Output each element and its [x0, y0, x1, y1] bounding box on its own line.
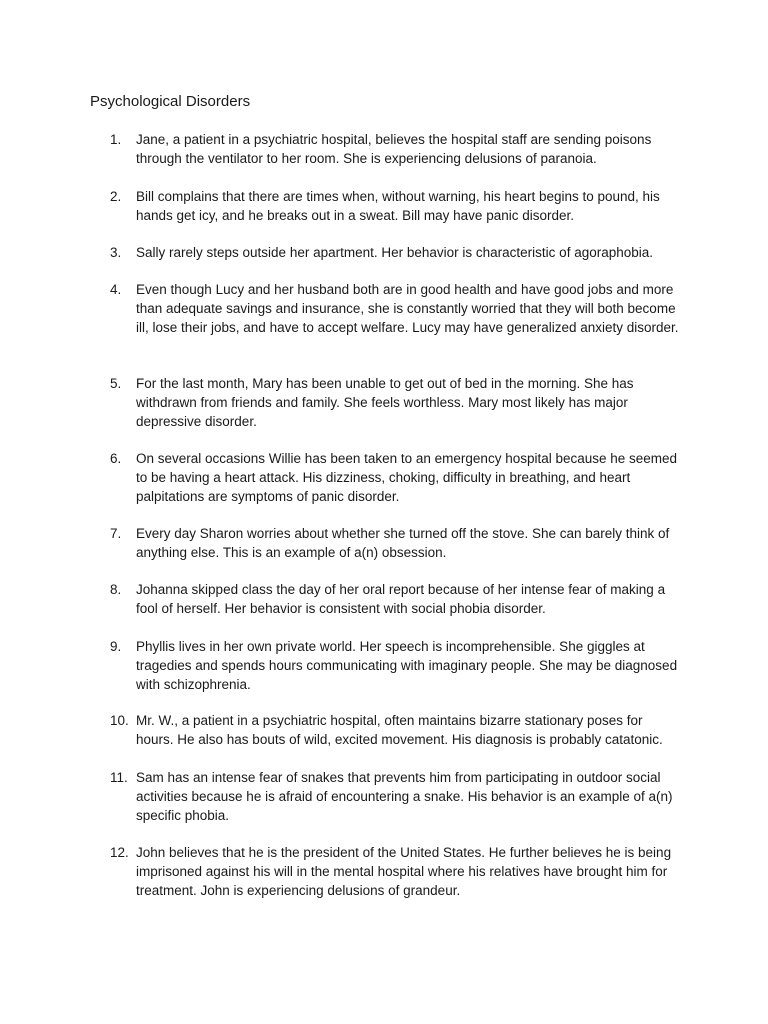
question-text: Phyllis lives in her own private world. Her speech is incomprehensible. She giggles at tragedies and spends hours communicating with imaginary people. She may be diagnosed with schizophrenia. — [136, 639, 678, 692]
question-number: 4. — [110, 282, 122, 297]
question-number: 7. — [110, 526, 122, 541]
list-item — [110, 844, 680, 900]
question-text: Even though Lucy and her husband both are in good health and have good jobs and more than adequate savings and insurance, she is constantly worried that they will both become ill, lose their jobs, and have to accept welfare. Lucy may have generalized anxiety disorder. — [136, 282, 679, 335]
question-number: 9. — [110, 639, 122, 654]
question-number: 11. — [110, 770, 128, 785]
list-item — [110, 712, 680, 750]
question-text: John believes that he is the president of the United States. He further believes he is being imprisoned against his will in the mental hospital where his relatives have brought him for treatment. John is experiencing delusions of grandeur. — [136, 845, 672, 898]
list-item — [110, 131, 680, 169]
list-item — [110, 281, 680, 337]
list-item — [110, 244, 680, 263]
question-number: 5. — [110, 376, 122, 391]
list-item — [110, 581, 680, 619]
question-number: 3. — [110, 245, 122, 260]
question-text: On several occasions Willie has been taken to an emergency hospital because he seemed to be having a heart attack. His dizziness, choking, difficulty in breathing, and heart palpitations are symptoms of panic disorder. — [136, 451, 678, 504]
question-number: 2. — [110, 189, 122, 204]
question-number: 1. — [110, 132, 122, 147]
list-item — [110, 638, 680, 694]
question-number: 12. — [110, 845, 129, 860]
question-number: 6. — [110, 451, 122, 466]
list-item — [110, 769, 680, 825]
list-item — [110, 375, 680, 431]
question-number: 8. — [110, 582, 122, 597]
question-text: Sam has an intense fear of snakes that prevents him from participating in outdoor social activities because he is afraid of encountering a snake. His behavior is an example of a(n) specific phobia. — [136, 770, 673, 823]
question-text: Sally rarely steps outside her apartment. Her behavior is characteristic of agoraphobia. — [136, 245, 654, 260]
question-text: For the last month, Mary has been unable to get out of bed in the morning. She has withdrawn from friends and family. She feels worthless. Mary most likely has major depressive disorder. — [136, 376, 634, 429]
question-text: Jane, a patient in a psychiatric hospital, believes the hospital staff are sending poisons through the ventilator to her room. She is experiencing delusions of paranoia. — [136, 132, 652, 166]
question-text: Bill complains that there are times when, without warning, his heart begins to pound, his hands get icy, and he breaks out in a sweat. Bill may have panic disorder. — [136, 189, 660, 223]
question-text: Johanna skipped class the day of her oral report because of her intense fear of making a fool of herself. Her behavior is consistent with social phobia disorder. — [136, 582, 666, 616]
list-item — [110, 450, 680, 506]
list-item — [110, 525, 680, 563]
question-text: Mr. W., a patient in a psychiatric hospital, often maintains bizarre stationary poses for hours. He also has bouts of wild, excited movement. His diagnosis is probably catatonic. — [136, 713, 663, 747]
page-title: Psychological Disorders — [90, 93, 251, 110]
list-item — [110, 188, 680, 226]
question-text: Every day Sharon worries about whether she turned off the stove. She can barely think of anything else. This is an example of a(n) obsession. — [136, 526, 670, 560]
question-number: 10. — [110, 713, 129, 728]
